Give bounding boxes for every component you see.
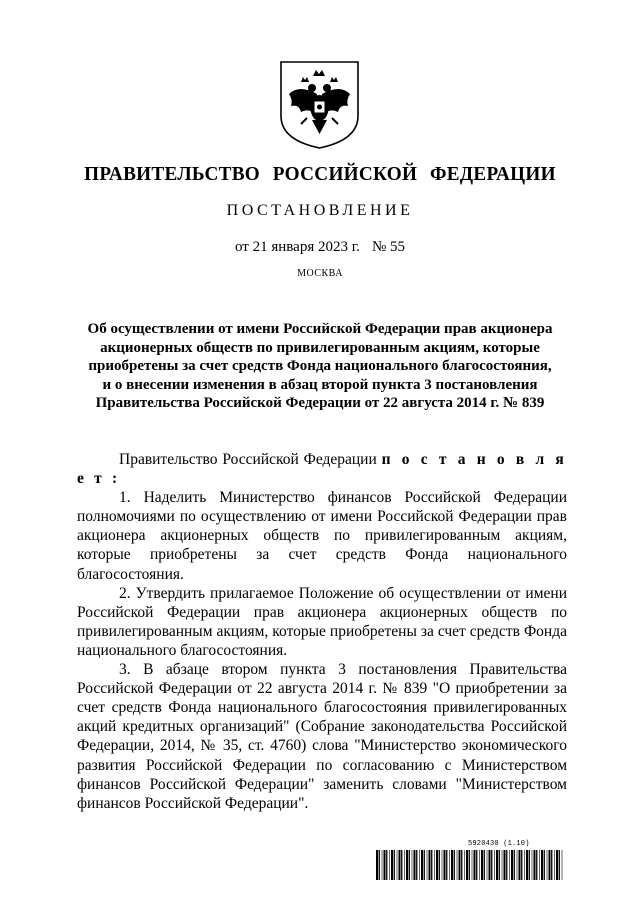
barcode-bar	[556, 850, 558, 880]
barcode-bar	[394, 850, 395, 880]
date-number-line	[0, 239, 640, 256]
barcode-bar	[382, 850, 383, 880]
barcode-bar	[457, 850, 458, 880]
barcode-bar	[459, 850, 461, 880]
barcode-bar	[509, 850, 510, 880]
barcode-bar	[451, 850, 453, 880]
document-date: от 21 января 2023 г.	[235, 239, 360, 255]
barcode-bar	[401, 850, 402, 880]
paragraph-3: 3. В абзаце втором пункта 3 постановления Правительства Российской Федерации от 22 августа 2014 г. № 839 "О приобретении за счет средств Фонда национального благосостояния привилегированных акций кредитных организаций" (Собрание законодательства Российской Федерации, 2014, № 35, ст. 4760) слова "Министерство экономического развития Российской Федерации по согласованию с Министерством финансов Российской Федерации" заменить словами "Министерством финансов Российской Федерации".	[77, 661, 567, 812]
barcode-bar	[551, 850, 552, 880]
barcode-bar	[412, 850, 413, 880]
barcode-bar	[406, 850, 408, 880]
barcode-bar	[431, 850, 432, 880]
barcode-bar	[539, 850, 540, 880]
barcode-bar	[529, 850, 530, 880]
barcode-bar	[461, 850, 462, 880]
barcode-bar	[442, 850, 443, 880]
barcode	[376, 850, 564, 880]
barcode-bar	[534, 850, 536, 880]
barcode-bar	[526, 850, 528, 880]
barcode-bar	[521, 850, 522, 880]
title-line: акционерных обществ по привилегированным акциям, которые	[100, 339, 540, 356]
barcode-bar	[429, 850, 431, 880]
paragraph-2: 2. Утвердить прилагаемое Положение об осуществлении от имени Российской Федерации прав акционера акционерных обществ по привилегированным акциям, которые приобретены за счет средств Фонда национального благосостояния.	[77, 584, 567, 659]
barcode-bar	[446, 850, 447, 880]
title-line: и о внесении изменения в абзац второй пункта 3 постановления	[102, 376, 538, 393]
barcode-bar	[444, 850, 446, 880]
paragraph-1: 1. Наделить Министерство финансов Российской Федерации полномочиями по осуществлению от имени Российской Федерации прав акционера акционерных обществ по привилегированным акциям, которые приобретены за счет средств Фонда национального благосостояния.	[77, 489, 567, 583]
barcode-bar	[379, 850, 380, 880]
title-line: Правительства Российской Федерации от 22 августа 2014 г. № 839	[95, 395, 545, 411]
barcode-bar	[489, 850, 491, 880]
barcode-bar	[494, 850, 495, 880]
barcode-bar	[397, 850, 398, 880]
barcode-bar	[559, 850, 560, 880]
title-line: приобретены за счет средств Фонда национального благосостояния,	[88, 358, 552, 374]
barcode-bar	[404, 850, 405, 880]
barcode-bar	[541, 850, 543, 880]
city: МОСКВА	[297, 268, 343, 279]
barcode-bar	[536, 850, 537, 880]
document-type: ПОСТАНОВЛЕНИЕ	[226, 202, 414, 219]
barcode-bar	[386, 850, 387, 880]
barcode-bar	[549, 850, 551, 880]
barcode-bar	[384, 850, 386, 880]
barcode-bar	[544, 850, 545, 880]
barcode-bar	[514, 850, 515, 880]
barcode-bar	[517, 850, 518, 880]
document-title	[78, 320, 562, 413]
barcode-bar	[376, 850, 378, 880]
barcode-bar	[519, 850, 521, 880]
barcode-bar	[511, 850, 513, 880]
barcode-bar	[547, 850, 548, 880]
barcode-bar	[472, 850, 473, 880]
barcode-bar	[416, 850, 417, 880]
barcode-bar	[469, 850, 470, 880]
barcode-bar	[466, 850, 468, 880]
government-title: ПРАВИТЕЛЬСТВО РОССИЙСКОЙ ФЕДЕРАЦИИ	[84, 163, 556, 185]
barcode-number: 5920430 (1.10)	[468, 840, 530, 848]
state-emblem-icon	[277, 56, 362, 151]
document-body	[77, 450, 567, 813]
barcode-bar	[491, 850, 492, 880]
barcode-bar	[436, 850, 438, 880]
barcode-bar	[474, 850, 476, 880]
barcode-bar	[532, 850, 533, 880]
barcode-bar	[449, 850, 450, 880]
barcode-bar	[481, 850, 483, 880]
barcode-bar	[479, 850, 480, 880]
barcode-bar	[391, 850, 393, 880]
barcode-bar	[464, 850, 465, 880]
barcode-bar	[409, 850, 410, 880]
barcode-bar	[504, 850, 506, 880]
barcode-bar	[487, 850, 488, 880]
document-number: № 55	[371, 239, 405, 255]
barcode-bar	[439, 850, 440, 880]
barcode-bar	[419, 850, 420, 880]
intro-text: Правительство Российской Федерации	[119, 451, 377, 468]
title-line: Об осуществлении от имени Российской Федерации прав акционера	[87, 321, 553, 337]
barcode-bar	[427, 850, 428, 880]
barcode-bar	[454, 850, 455, 880]
barcode-bar	[502, 850, 503, 880]
barcode-bar	[499, 850, 500, 880]
intro-paragraph	[77, 450, 567, 488]
barcode-bar	[506, 850, 507, 880]
barcode-bar	[434, 850, 435, 880]
barcode-bar	[399, 850, 401, 880]
barcode-bar	[414, 850, 416, 880]
barcode-bar	[476, 850, 477, 880]
barcode-bar	[554, 850, 555, 880]
barcode-bar	[562, 850, 563, 880]
barcode-bar	[496, 850, 498, 880]
barcode-bar	[421, 850, 423, 880]
barcode-bar	[424, 850, 425, 880]
barcode-bar	[389, 850, 390, 880]
intro-verb: п о с т а н о в л я е т :	[77, 451, 568, 488]
barcode-bar	[524, 850, 525, 880]
barcode-bar	[484, 850, 485, 880]
